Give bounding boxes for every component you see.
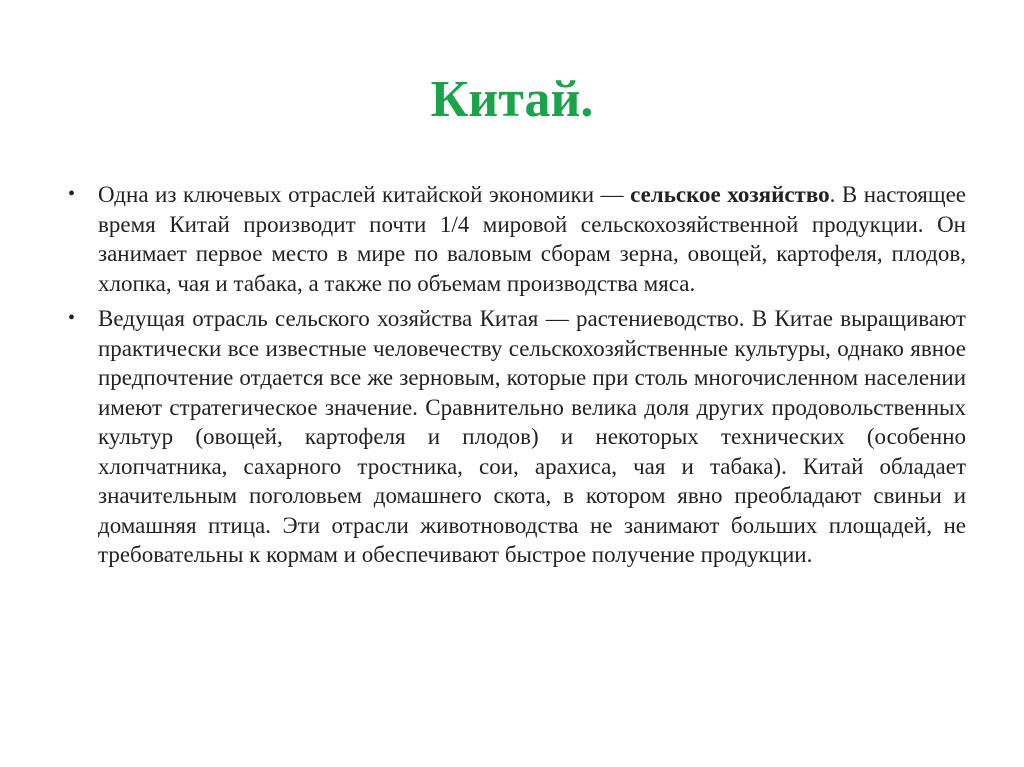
- bullet-text: Ведущая отрасль сельского хозяйства Китая — растениеводство. В Китае выращивают практически все известные человечеству сельскохозяйственные культуры, однако явное предпочтение отдается все же зерновым, которые при столь многочисленном населении имеют стратегическое значение. Сравнительно велика доля других продовольственных культур (овощей, картофеля и плодов) и некоторых технических (особенно хлопчатника, сахарного тростника, сои, арахиса, чая и табака). Китай обладает значительным поголовьем домашнего скота, в котором явно преобладают свиньи и домашняя птица. Эти отрасли животноводства не занимают больших площадей, не требовательны к кормам и обеспечивают быстрое получение продукции.: [98, 306, 966, 567]
- bullet-text-prefix: Одна из ключевых отраслей китайской экономики —: [98, 182, 631, 207]
- bullet-marker: •: [68, 307, 76, 329]
- bullet-item-crop-production: [60, 304, 966, 570]
- slide-title: Китай.: [430, 71, 594, 128]
- bullet-text-suffix: . В настоящее время Китай производит почти 1/4 мировой сельскохозяйственной продукции. Он занимает первое место в мире по валовым сборам зерна, овощей, картофеля, плодов, хлопка, чая и табака, а также по объемам производства мяса.: [98, 182, 966, 296]
- bullet-marker: •: [68, 183, 76, 205]
- bullet-list: [60, 180, 966, 576]
- bullet-text-bold: сельское хозяйство: [630, 182, 830, 207]
- bullet-item-agriculture: [60, 180, 966, 298]
